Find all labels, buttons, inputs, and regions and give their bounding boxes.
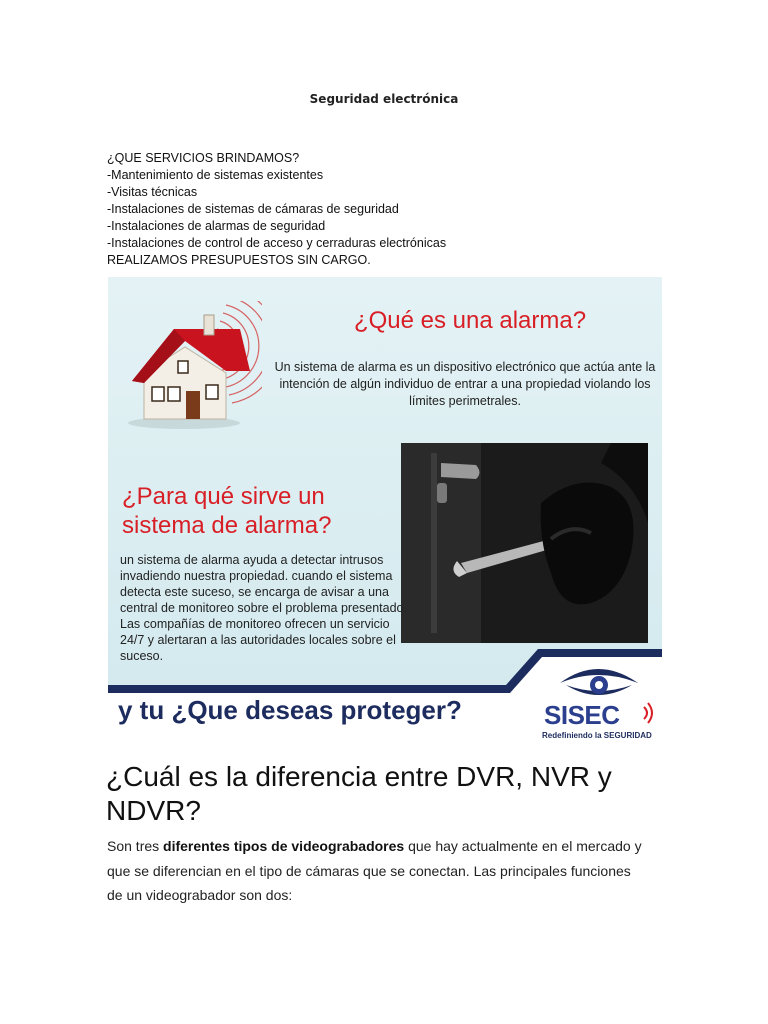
paragraph-start: Son tres — [107, 838, 164, 854]
service-item-access-control: -Instalaciones de control de acceso y cerraduras electrónicas — [107, 236, 447, 250]
services-heading: ¿QUE SERVICIOS BRINDAMOS? — [107, 151, 300, 165]
alarm-purpose-text: un sistema de alarma ayuda a detectar intrusos invadiendo nuestra propiedad. cuando el sistema detecta este suceso, se encarga de avisar a una central de monitoreo sobre el problema presentado. Las compañías de monitoreo ofrecen un servicio 24/7 y alertaran a las autoridades locales sobre el suceso. — [120, 553, 407, 663]
sisec-logo-text: SISEC — [544, 700, 620, 730]
service-item-alarms: -Instalaciones de alarmas de seguridad — [107, 219, 326, 233]
service-item-cameras: -Instalaciones de sistemas de cámaras de seguridad — [107, 202, 399, 216]
alarm-info-banner — [108, 277, 662, 745]
sisec-slogan: Redefiniendo la SEGURIDAD — [542, 731, 652, 740]
what-is-alarm-heading: ¿Qué es una alarma? — [353, 307, 587, 334]
alarm-purpose-heading-line2: sistema de alarma? — [122, 512, 332, 539]
article-heading: ¿Cuál es la diferencia entre DVR, NVR y NDVR? — [106, 761, 612, 826]
service-item-maintenance: -Mantenimiento de sistemas existentes — [107, 168, 324, 182]
free-quote-note: REALIZAMOS PRESUPUESTOS SIN CARGO. — [107, 253, 371, 267]
paragraph-bold: diferentes tipos de videograbadores — [163, 838, 405, 854]
services-list — [107, 150, 667, 269]
protect-tagline: y tu ¿Que deseas proteger? — [118, 695, 462, 725]
article-paragraph — [107, 834, 647, 908]
alarm-purpose-heading-line1: ¿Para qué sirve un — [122, 483, 325, 510]
document-title: Seguridad electrónica — [309, 92, 459, 106]
service-item-visits: -Visitas técnicas — [107, 185, 198, 199]
paragraph-end: que hay actualmente en el mercado y que se diferencian en el tipo de cámaras que se conectan. Las principales funciones de un videograbador son dos: — [107, 838, 642, 903]
what-is-alarm-text: Un sistema de alarma es un dispositivo electrónico que actúa ante la intención de algún individuo de entrar a una propiedad violando los límites perimetrales. — [274, 360, 656, 408]
